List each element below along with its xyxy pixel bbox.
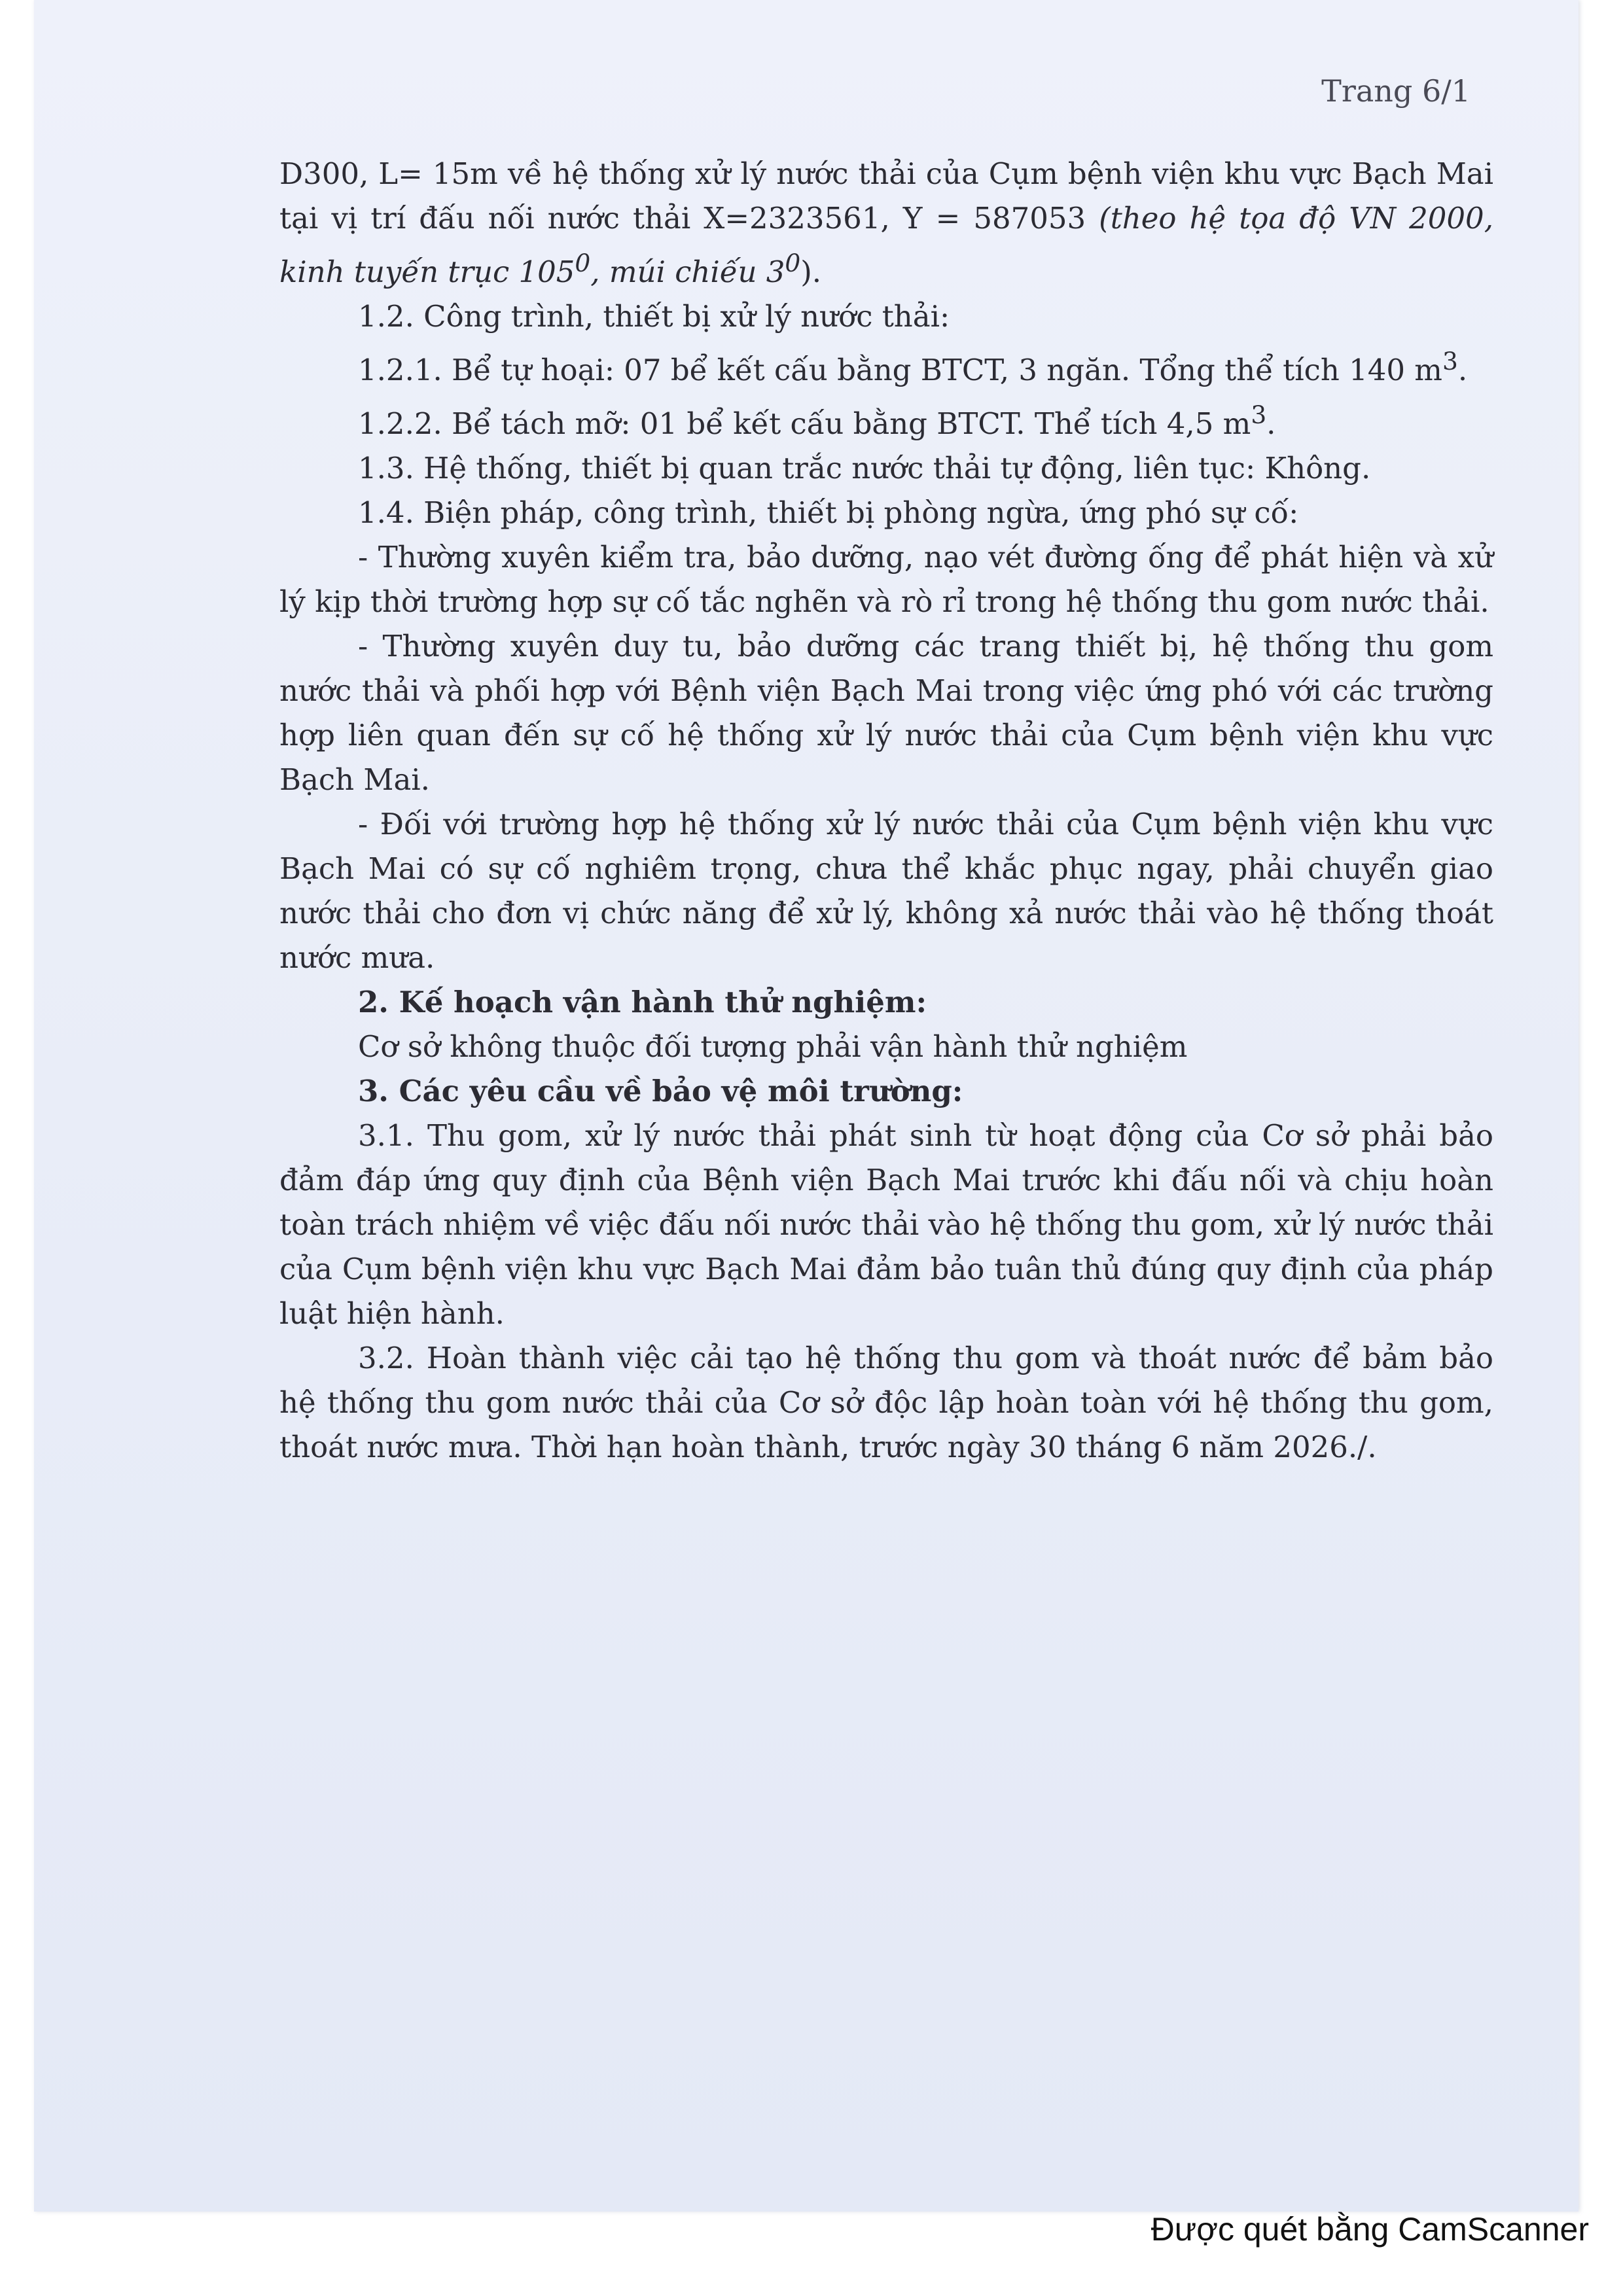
section-1-2-1: 1.2.1. Bể tự hoại: 07 bể kết cấu bằng BTCT, 3 ngăn. Tổng thể tích 140 $m^3$. — [358, 347, 1468, 387]
section-2-heading: 2. Kế hoạch vận hành thử nghiệm: — [358, 985, 927, 1019]
coordinate-system-note: (theo hệ tọa độ VN 2000, kinh tuyến trục $105^0$, múi chiếu $3^0$ — [279, 201, 1493, 289]
section-2-text: Cơ sở không thuộc đối tượng phải vận hành thử nghiệm — [358, 1029, 1188, 1064]
section-3-1: 3.1. Thu gom, xử lý nước thải phát sinh từ hoạt động của Cơ sở phải bảo đảm đáp ứng quy định của Bệnh viện Bạch Mai trước khi đấu nối và chịu hoàn toàn trách nhiệm về việc đấu nối nước thải vào hệ thống thu gom, xử lý nước thải của Cụm bệnh viện khu vực Bạch Mai đảm bảo tuân thủ đúng quy định của pháp luật hiện hành. — [279, 1118, 1493, 1331]
bullet-inspection: - Thường xuyên kiểm tra, bảo dưỡng, nạo vét đường ống để phát hiện và xử lý kịp thời trường hợp sự cố tắc nghẽn và rò rỉ trong hệ thống thu gom nước thải. — [279, 540, 1493, 619]
section-1-2-heading: 1.2. Công trình, thiết bị xử lý nước thải: — [358, 299, 950, 334]
document-body — [279, 152, 1493, 1470]
document-page — [34, 0, 1578, 2212]
section-3-2: 3.2. Hoàn thành việc cải tạo hệ thống thu gom và thoát nước để bảm bảo hệ thống thu gom nước thải của Cơ sở độc lập hoàn toàn với hệ thống thu gom, thoát nước mưa. Thời hạn hoàn thành, trước ngày 30 tháng 6 năm 2026./. — [279, 1341, 1493, 1464]
paragraph-connection-point: D300, L= 15m về hệ thống xử lý nước thải của Cụm bệnh viện khu vực Bạch Mai tại vị trí đấu nối nước thải X=2323561, Y = 587053 (theo hệ tọa độ VN 2000, kinh tuyến trục $105^0$, múi chiếu $3^0$). — [279, 156, 1493, 289]
section-1-3: 1.3. Hệ thống, thiết bị quan trắc nước thải tự động, liên tục: Không. — [358, 451, 1371, 486]
camscanner-watermark: Được quét bằng CamScanner — [1150, 2211, 1589, 2248]
section-1-4-heading: 1.4. Biện pháp, công trình, thiết bị phòng ngừa, ứng phó sự cố: — [358, 495, 1299, 530]
section-3-heading: 3. Các yêu cầu về bảo vệ môi trường: — [358, 1074, 963, 1108]
bullet-incident-transfer: - Đối với trường hợp hệ thống xử lý nước thải của Cụm bệnh viện khu vực Bạch Mai có sự cố nghiêm trọng, chưa thể khắc phục ngay, phải chuyển giao nước thải cho đơn vị chức năng để xử lý, không xả nước thải vào hệ thống thoát nước mưa. — [279, 807, 1493, 975]
bullet-maintenance: - Thường xuyên duy tu, bảo dưỡng các trang thiết bị, hệ thống thu gom nước thải và phối hợp với Bệnh viện Bạch Mai trong việc ứng phó với các trường hợp liên quan đến sự cố hệ thống xử lý nước thải của Cụm bệnh viện khu vực Bạch Mai. — [279, 629, 1493, 797]
section-1-2-2: 1.2.2. Bể tách mỡ: 01 bể kết cấu bằng BTCT. Thể tích 4,5 $m^3$. — [358, 400, 1276, 441]
page-number: Trang 6/1 — [1321, 73, 1471, 109]
